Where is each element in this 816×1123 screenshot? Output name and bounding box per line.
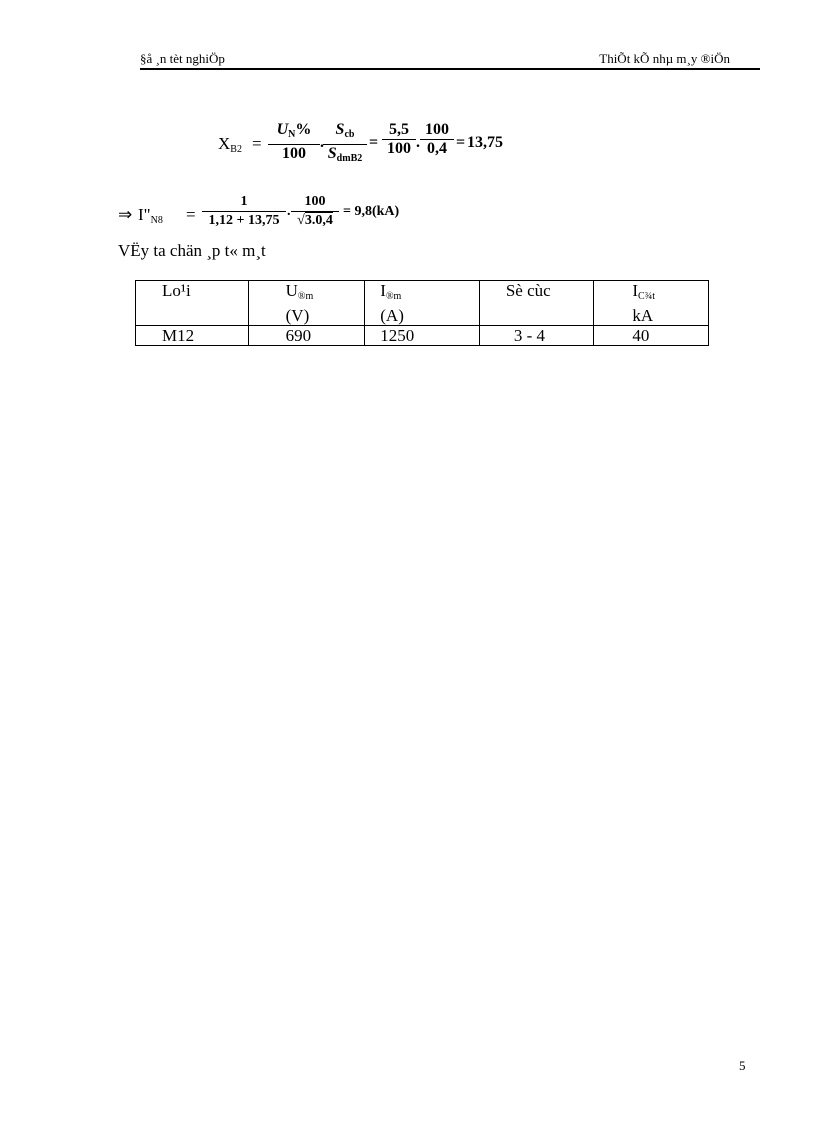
formula2-lhs: I" (138, 205, 151, 224)
cell-current: 1250 (365, 326, 480, 346)
formula1-lhs-sub: B2 (230, 144, 242, 155)
formula1-lhs: X (218, 134, 231, 153)
formula1-eq: = (252, 134, 262, 153)
header-cell-type: Lo¹i (136, 281, 249, 326)
cell-type: M12 (136, 326, 249, 346)
page-header (140, 50, 760, 70)
header-left-text: §å ¸n tèt nghiÖp (140, 51, 225, 66)
breaker-spec-table (135, 280, 709, 346)
page-number: 5 (739, 1058, 746, 1073)
header-right-text: ThiÕt kÕ nhµ m¸y ®iÖn (599, 51, 730, 66)
conclusion-text: VËy ta chän ¸p t« m¸t (118, 241, 266, 260)
formula1-result: 13,75 (467, 134, 503, 151)
formula2-lhs-sub: N8 (150, 215, 163, 226)
formula1-fraction-s: $S_{cb}$ $S_{dmB2}$ (323, 121, 367, 168)
formula1-fraction-100: $\frac{100}{0,4}$ (420, 121, 454, 158)
formula1-fraction-55: $\frac{5,5}{100}$ (382, 121, 416, 158)
formula2-fraction-1: $\frac{1}{1,12 + 13,75}$ (202, 193, 286, 230)
table-row (136, 326, 709, 346)
header-cell-current: $I_{®m}$ (A) (365, 281, 480, 326)
cell-poles: 3 - 4 (479, 326, 594, 346)
formula2-fraction-100: $\frac{100}{√3.0,4}$ (291, 193, 339, 230)
implies-arrow: ⇒ (118, 205, 133, 224)
cell-breaking: 40 (594, 326, 709, 346)
header-cell-voltage: $U_{®m}$ (V) (248, 281, 365, 326)
cell-voltage: 690 (248, 326, 365, 346)
header-cell-breaking: $I_{C\frac{3}{4}t}$ kA (594, 281, 709, 326)
formula2-eq: = (186, 205, 196, 224)
formula2-result: = 9,8(kA) (343, 204, 400, 219)
table-header-row (136, 281, 709, 326)
header-cell-poles: Sè cùc (479, 281, 594, 326)
formula1-fraction-un: $\frac{U_N\%}{100}$ (268, 121, 320, 163)
